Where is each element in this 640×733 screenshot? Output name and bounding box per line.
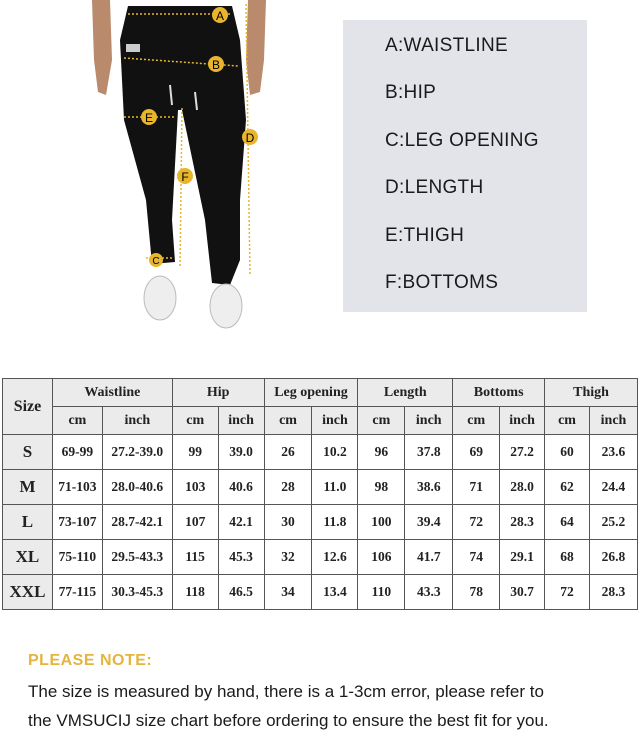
value-cell: 42.1 bbox=[218, 505, 264, 540]
legend-item-waistline: A:WAISTLINE bbox=[385, 35, 508, 56]
value-cell: 27.2-39.0 bbox=[102, 435, 172, 470]
group-header-leg-opening: Leg opening bbox=[264, 379, 358, 407]
value-cell: 118 bbox=[172, 575, 218, 610]
value-cell: 39.0 bbox=[218, 435, 264, 470]
table-row bbox=[3, 435, 638, 470]
value-cell: 103 bbox=[172, 470, 218, 505]
value-cell: 24.4 bbox=[589, 470, 637, 505]
value-cell: 107 bbox=[172, 505, 218, 540]
unit-header-cm: cm bbox=[52, 407, 102, 435]
legend-item-thigh: E:THIGH bbox=[385, 224, 465, 246]
unit-header-inch: inch bbox=[589, 407, 637, 435]
value-cell: 29.1 bbox=[500, 540, 545, 575]
value-cell: 60 bbox=[545, 435, 590, 470]
value-cell: 30.7 bbox=[500, 575, 545, 610]
value-cell: 68 bbox=[545, 540, 590, 575]
value-cell: 27.2 bbox=[500, 435, 545, 470]
value-cell: 10.2 bbox=[312, 435, 358, 470]
value-cell: 72 bbox=[453, 505, 500, 540]
note-title: PLEASE NOTE: bbox=[28, 652, 153, 669]
table-row bbox=[3, 470, 638, 505]
unit-header-inch: inch bbox=[405, 407, 453, 435]
marker-e-label: E bbox=[144, 111, 154, 125]
value-cell: 74 bbox=[453, 540, 500, 575]
value-cell: 28.3 bbox=[589, 575, 637, 610]
note-line-2: the VMSUCIJ size chart before ordering to ensure the best fit for you. bbox=[28, 711, 549, 730]
value-cell: 71-103 bbox=[52, 470, 102, 505]
legend-item-hip: B:HIP bbox=[385, 82, 437, 104]
unit-header-inch: inch bbox=[500, 407, 545, 435]
value-cell: 37.8 bbox=[405, 435, 453, 470]
marker-d bbox=[242, 129, 258, 145]
measurement-legend bbox=[343, 20, 587, 312]
value-cell: 99 bbox=[172, 435, 218, 470]
size-cell: XXL bbox=[3, 575, 53, 610]
size-cell: L bbox=[3, 505, 53, 540]
value-cell: 64 bbox=[545, 505, 590, 540]
value-cell: 45.3 bbox=[218, 540, 264, 575]
unit-header-cm: cm bbox=[172, 407, 218, 435]
value-cell: 28.0-40.6 bbox=[102, 470, 172, 505]
unit-header-cm: cm bbox=[264, 407, 312, 435]
value-cell: 12.6 bbox=[312, 540, 358, 575]
marker-c bbox=[149, 253, 163, 267]
value-cell: 100 bbox=[358, 505, 405, 540]
unit-header-cm: cm bbox=[453, 407, 500, 435]
unit-header-inch: inch bbox=[312, 407, 358, 435]
value-cell: 11.8 bbox=[312, 505, 358, 540]
value-cell: 34 bbox=[264, 575, 312, 610]
value-cell: 41.7 bbox=[405, 540, 453, 575]
legend-item-bottoms: F:BOTTOMS bbox=[385, 271, 499, 293]
marker-d-label: D bbox=[245, 131, 255, 145]
value-cell: 25.2 bbox=[589, 505, 637, 540]
pants-measurement-illustration bbox=[80, 0, 280, 340]
value-cell: 72 bbox=[545, 575, 590, 610]
value-cell: 28.3 bbox=[500, 505, 545, 540]
unit-header-inch: inch bbox=[218, 407, 264, 435]
marker-b-label: B bbox=[211, 58, 221, 72]
value-cell: 30.3-45.3 bbox=[102, 575, 172, 610]
value-cell: 75-110 bbox=[52, 540, 102, 575]
size-header: Size bbox=[3, 379, 53, 435]
marker-f-label: F bbox=[181, 170, 189, 184]
marker-f bbox=[177, 168, 193, 184]
table-row bbox=[3, 540, 638, 575]
value-cell: 46.5 bbox=[218, 575, 264, 610]
value-cell: 28.7-42.1 bbox=[102, 505, 172, 540]
unit-header-inch: inch bbox=[102, 407, 172, 435]
value-cell: 71 bbox=[453, 470, 500, 505]
size-cell: M bbox=[3, 470, 53, 505]
value-cell: 78 bbox=[453, 575, 500, 610]
size-cell: XL bbox=[3, 540, 53, 575]
value-cell: 110 bbox=[358, 575, 405, 610]
note-line-1: The size is measured by hand, there is a 1-3cm error, please refer to bbox=[28, 682, 544, 701]
value-cell: 115 bbox=[172, 540, 218, 575]
value-cell: 106 bbox=[358, 540, 405, 575]
group-header-waistline: Waistline bbox=[52, 379, 172, 407]
unit-header-cm: cm bbox=[358, 407, 405, 435]
group-header-hip: Hip bbox=[172, 379, 264, 407]
legend-item-length: D:LENGTH bbox=[385, 177, 484, 199]
value-cell: 30 bbox=[264, 505, 312, 540]
marker-c-label: C bbox=[152, 256, 160, 267]
value-cell: 62 bbox=[545, 470, 590, 505]
value-cell: 43.3 bbox=[405, 575, 453, 610]
value-cell: 13.4 bbox=[312, 575, 358, 610]
marker-b bbox=[208, 56, 224, 72]
value-cell: 69 bbox=[453, 435, 500, 470]
value-cell: 39.4 bbox=[405, 505, 453, 540]
value-cell: 69-99 bbox=[52, 435, 102, 470]
size-cell: S bbox=[3, 435, 53, 470]
legend-item-leg-opening: C:LEG OPENING bbox=[385, 129, 539, 151]
size-chart-table bbox=[2, 378, 638, 610]
value-cell: 26 bbox=[264, 435, 312, 470]
table-row bbox=[3, 575, 638, 610]
value-cell: 73-107 bbox=[52, 505, 102, 540]
value-cell: 28 bbox=[264, 470, 312, 505]
group-header-thigh: Thigh bbox=[545, 379, 638, 407]
marker-a-label: A bbox=[215, 9, 225, 23]
marker-e bbox=[141, 109, 157, 125]
table-row bbox=[3, 505, 638, 540]
group-header-length: Length bbox=[358, 379, 453, 407]
value-cell: 29.5-43.3 bbox=[102, 540, 172, 575]
value-cell: 40.6 bbox=[218, 470, 264, 505]
value-cell: 96 bbox=[358, 435, 405, 470]
value-cell: 38.6 bbox=[405, 470, 453, 505]
value-cell: 77-115 bbox=[52, 575, 102, 610]
value-cell: 26.8 bbox=[589, 540, 637, 575]
value-cell: 23.6 bbox=[589, 435, 637, 470]
value-cell: 98 bbox=[358, 470, 405, 505]
value-cell: 28.0 bbox=[500, 470, 545, 505]
value-cell: 11.0 bbox=[312, 470, 358, 505]
value-cell: 32 bbox=[264, 540, 312, 575]
group-header-bottoms: Bottoms bbox=[453, 379, 545, 407]
marker-a bbox=[212, 7, 228, 23]
unit-header-cm: cm bbox=[545, 407, 590, 435]
